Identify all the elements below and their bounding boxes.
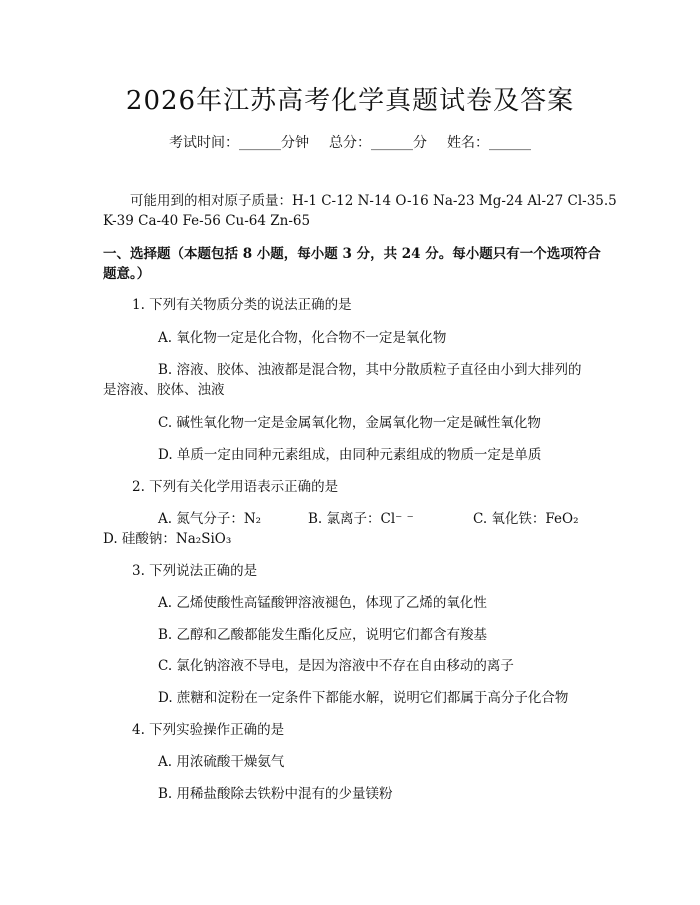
- name-label: 姓名：: [447, 135, 489, 151]
- question-2-stem: 2. 下列有关化学用语表示正确的是: [132, 479, 339, 495]
- question-2-option-a: A. 氮气分子：N₂: [158, 511, 262, 527]
- question-4-stem: 4. 下列实验操作正确的是: [132, 722, 285, 738]
- question-2-option-c: C. 氧化铁：FeO₂: [473, 511, 579, 527]
- score-label: 总分：: [329, 135, 371, 151]
- score-field: [329, 135, 427, 151]
- question-4-option-a: A. 用浓硫酸干燥氨气: [158, 754, 285, 770]
- question-3-option-a: A. 乙烯使酸性高锰酸钾溶液褪色，体现了乙烯的氧化性: [158, 595, 487, 611]
- question-2-option-d: D. 硅酸钠：Na₂SiO₃: [103, 531, 232, 547]
- question-1-option-a: A. 氧化物一定是化合物，化合物不一定是氧化物: [158, 330, 447, 346]
- question-3-option-d: D. 蔗糖和淀粉在一定条件下都能水解，说明它们都属于高分子化合物: [158, 690, 569, 706]
- name-field: [447, 135, 531, 151]
- question-4-option-b: B. 用稀盐酸除去铁粉中混有的少量镁粉: [158, 786, 393, 802]
- question-3-option-c: C. 氯化钠溶液不导电，是因为溶液中不存在自由移动的离子: [158, 658, 514, 674]
- time-blank: ______: [239, 135, 281, 151]
- question-3-option-b: B. 乙醇和乙酸都能发生酯化反应，说明它们都含有羧基: [158, 627, 488, 643]
- question-1-option-b-cont: 是溶液、胶体、浊液: [103, 382, 225, 398]
- question-2-option-b: B. 氯离子：Cl⁻ ⁻: [308, 511, 414, 527]
- page-title: 2026年江苏高考化学真题试卷及答案: [125, 86, 575, 116]
- atomic-mass-line-1: [130, 191, 617, 211]
- section-1-heading: 一、选择题（本题包括 8 小题，每小题 3 分，共 24 分。每小题只有一个选项符合: [103, 246, 601, 262]
- atomic-mass-line-2: K-39 Ca-40 Fe-56 Cu-64 Zn-65: [103, 213, 311, 229]
- exam-info-row: [0, 132, 700, 152]
- atomic-mass-text-1: 可能用到的相对原子质量：H-1 C-12 N-14 O-16 Na-23 Mg-24 Al-27 Cl-35.5: [130, 193, 617, 209]
- question-1-stem: 1. 下列有关物质分类的说法正确的是: [132, 297, 352, 313]
- score-unit: 分: [413, 135, 427, 151]
- question-1-option-b: B. 溶液、胶体、浊液都是混合物，其中分散质粒子直径由小到大排列的: [158, 362, 582, 378]
- name-blank: ______: [489, 135, 531, 151]
- time-field: [169, 135, 309, 151]
- question-1-option-d: D. 单质一定由同种元素组成，由同种元素组成的物质一定是单质: [158, 447, 542, 463]
- time-label: 考试时间：: [169, 135, 239, 151]
- question-1-option-c: C. 碱性氧化物一定是金属氧化物，金属氧化物一定是碱性氧化物: [158, 415, 541, 431]
- time-unit: 分钟: [281, 135, 309, 151]
- question-3-stem: 3. 下列说法正确的是: [132, 563, 258, 579]
- section-1-heading-cont: 题意。）: [103, 266, 151, 282]
- score-blank: ______: [371, 135, 413, 151]
